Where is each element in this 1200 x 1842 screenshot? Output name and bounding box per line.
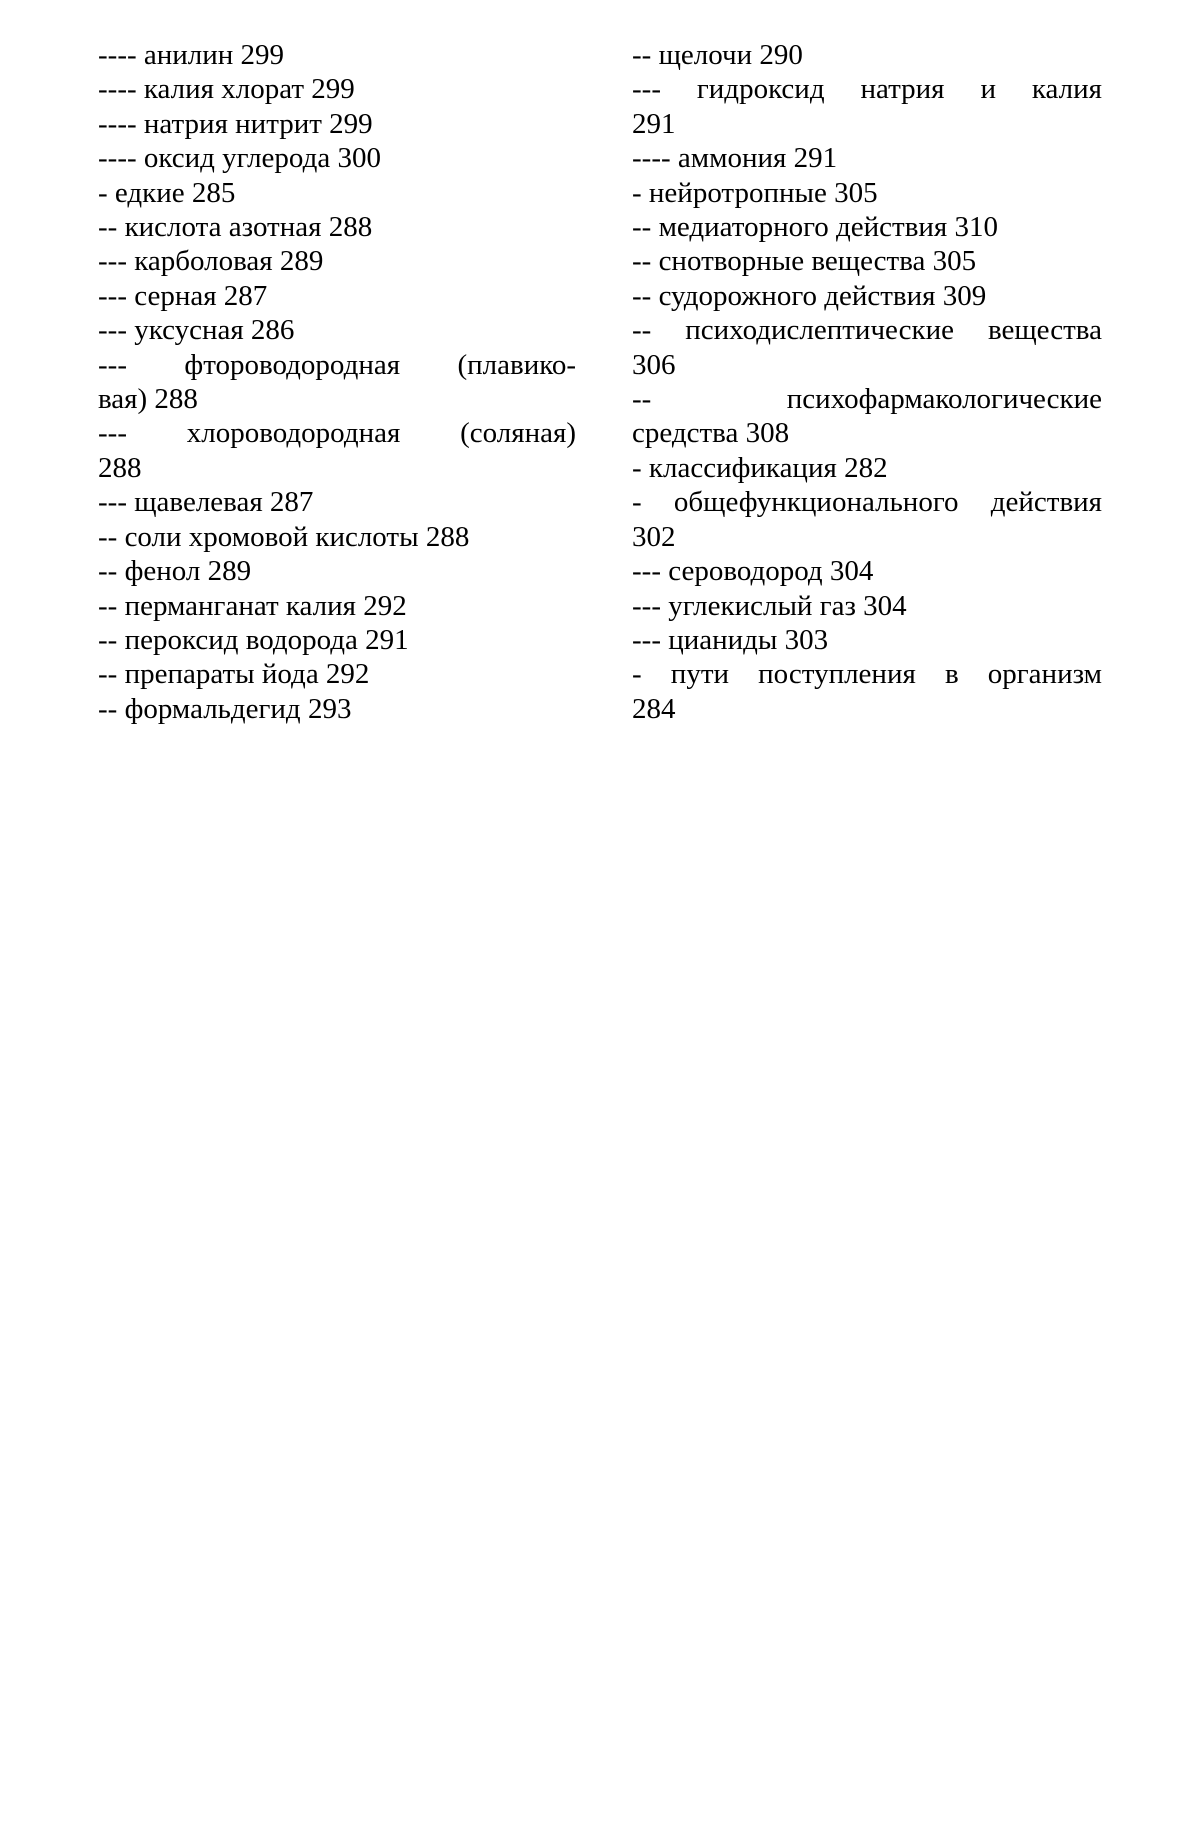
- index-column-left: [98, 38, 576, 726]
- index-entry: ---- оксид углерода 300: [98, 142, 381, 175]
- index-entry: [632, 72, 1102, 141]
- index-entry-continuation: вая) 288: [98, 383, 198, 416]
- index-entry: [632, 382, 1102, 451]
- index-entry: ---- натрия нитрит 299: [98, 107, 373, 140]
- index-entry: ---- аммония 291: [632, 142, 838, 175]
- index-entry-continuation: 306: [632, 348, 676, 381]
- index-entry: ---- анилин 299: [98, 39, 285, 71]
- index-entry-continuation: 291: [632, 107, 676, 140]
- index-entry-continuation: 284: [632, 692, 676, 725]
- index-entry: --- карболовая 289: [98, 245, 324, 278]
- index-entry: - нейротропные 305: [632, 176, 878, 209]
- index-entry: -- судорожного действия 309: [632, 279, 987, 312]
- index-entry: [98, 348, 576, 417]
- index-entry-line: -- психодислептические вещества: [632, 314, 1102, 347]
- index-entry: -- снотворные вещества 305: [632, 245, 977, 278]
- index-entry-continuation: 302: [632, 520, 676, 553]
- index-entry: - классификация 282: [632, 451, 888, 484]
- index-entry: [98, 416, 576, 485]
- index-entry: -- фенол 289: [98, 555, 252, 588]
- index-entry: - едкие 285: [98, 176, 236, 209]
- index-entry: [632, 313, 1102, 382]
- index-entry: --- щавелевая 287: [98, 486, 314, 519]
- index-entry: ---- калия хлорат 299: [98, 73, 355, 106]
- index-entry: [632, 485, 1102, 554]
- index-entry: -- перманганат калия 292: [98, 589, 407, 622]
- index-entry: -- медиаторного действия 310: [632, 211, 999, 244]
- index-entry: --- углекислый газ 304: [632, 589, 907, 622]
- index-column-right: [632, 38, 1102, 726]
- index-entry: --- уксусная 286: [98, 314, 295, 347]
- index-entry: -- формальдегид 293: [98, 692, 352, 725]
- index-entry: -- кислота азотная 288: [98, 211, 373, 244]
- index-entry-line: --- хлороводородная (соляная): [98, 417, 576, 450]
- index-entry: --- сероводород 304: [632, 555, 874, 588]
- index-entry-line: - общефункционального действия: [632, 486, 1102, 519]
- index-entry: -- щелочи 290: [632, 39, 803, 71]
- index-entry-line: -- психофармакологические: [632, 383, 1102, 416]
- index-entry: -- соли хромовой кислоты 288: [98, 520, 470, 553]
- index-entry: --- цианиды 303: [632, 623, 829, 656]
- index-entry: --- серная 287: [98, 279, 268, 312]
- index-entry-continuation: средства 308: [632, 417, 790, 450]
- index-entry: -- препараты йода 292: [98, 658, 370, 691]
- index-entry-line: --- фтороводородная (плавико-: [98, 348, 576, 381]
- index-entry: [632, 657, 1102, 726]
- index-entry-line: - пути поступления в организм: [632, 658, 1102, 691]
- index-entry-line: --- гидроксид натрия и калия: [632, 73, 1102, 106]
- index-entry: -- пероксид водорода 291: [98, 623, 409, 656]
- index-entry-continuation: 288: [98, 451, 142, 484]
